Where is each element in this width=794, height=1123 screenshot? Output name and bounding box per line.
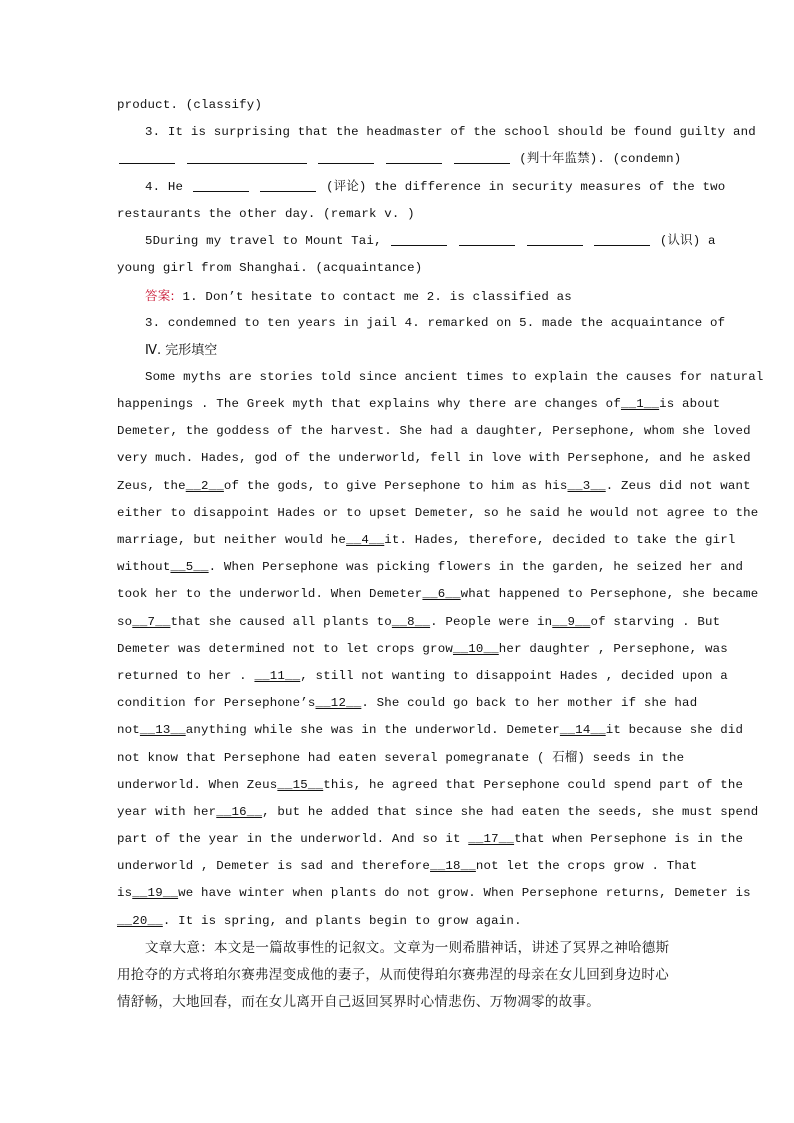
cloze-line bbox=[117, 581, 759, 608]
text: of the gods, to give Persephone to him as his bbox=[223, 478, 568, 493]
text: marriage, but neither would he bbox=[117, 533, 347, 547]
cloze-line bbox=[117, 799, 759, 826]
text: Demeter was determined not to let crops grow bbox=[117, 641, 453, 656]
text: 文章大意：本文是一篇故事性的记叙文。文章为一则希腊神话，讲述了冥界之神哈德斯 bbox=[145, 939, 670, 956]
exercise-item-5-line2 bbox=[117, 255, 677, 282]
text: 3. It is surprising that the headmaster of the school should be found guilty and bbox=[145, 125, 756, 140]
cloze-blank[interactable]: __20__ bbox=[117, 913, 163, 928]
text: not let the crops grow . That bbox=[475, 859, 698, 874]
answer-blank[interactable] bbox=[193, 177, 249, 192]
text: is about bbox=[659, 397, 721, 412]
cloze-blank[interactable]: __7__ bbox=[132, 614, 171, 629]
answer-blank[interactable] bbox=[454, 149, 510, 164]
text: took her to the underworld. When Demeter bbox=[117, 587, 423, 602]
text: . When Persephone was picking flowers in the garden, he seized her and bbox=[208, 560, 744, 575]
answer-blank[interactable] bbox=[594, 231, 650, 246]
answer-blank[interactable] bbox=[391, 231, 447, 246]
cloze-blank[interactable]: __14__ bbox=[559, 723, 606, 738]
text: underworld. When Zeus bbox=[117, 777, 278, 792]
cloze-blank[interactable]: __10__ bbox=[452, 641, 499, 656]
cloze-blank[interactable]: __18__ bbox=[430, 859, 476, 874]
cloze-line bbox=[117, 663, 728, 690]
text: . Zeus did not want bbox=[605, 478, 751, 493]
text: 用抢夺的方式将珀尔赛弗涅变成他的妻子，从而使得珀尔赛弗涅的母亲在女儿回到身边时心 bbox=[117, 966, 669, 983]
exercise-line bbox=[117, 92, 677, 119]
cloze-line bbox=[117, 391, 721, 418]
text: underworld , Demeter is sad and therefore bbox=[117, 859, 431, 874]
text: what happened to Persephone, she became bbox=[460, 587, 759, 602]
answer-label: 答案: bbox=[145, 288, 175, 304]
text: it. Hades, therefore, decided to take the girl bbox=[384, 533, 736, 547]
cloze-line bbox=[117, 880, 751, 907]
text: that when Persephone is in the bbox=[514, 832, 744, 847]
article-summary bbox=[117, 935, 677, 1016]
cloze-line bbox=[117, 826, 744, 853]
text: . It is spring, and plants begin to grow again. bbox=[162, 913, 522, 928]
exercise-item-4-line2 bbox=[117, 201, 677, 228]
text: . She could go back to her mother if she had bbox=[361, 696, 698, 711]
text: not bbox=[117, 723, 140, 738]
cloze-line bbox=[117, 473, 751, 500]
text: so bbox=[117, 614, 133, 629]
text: this, he agreed that Persephone could spend part of the bbox=[323, 777, 744, 792]
text: either to disappoint Hades or to upset Demeter, so he said he would not agree to the bbox=[117, 505, 759, 520]
cloze-blank[interactable]: __2__ bbox=[185, 478, 224, 493]
text: (判十年监禁). (condemn) bbox=[519, 152, 682, 167]
text: Zeus, the bbox=[117, 478, 186, 493]
summary-line bbox=[117, 935, 677, 962]
text: , still not wanting to disappoint Hades , decided upon a bbox=[300, 668, 728, 683]
exercise-item-3-blanks bbox=[117, 146, 682, 173]
cloze-line bbox=[117, 717, 744, 744]
answer-blank[interactable] bbox=[386, 149, 442, 164]
answer-blank[interactable] bbox=[459, 231, 515, 246]
text: (认识) a bbox=[659, 233, 716, 248]
cloze-blank[interactable]: __4__ bbox=[346, 533, 385, 547]
text: year with her bbox=[117, 804, 217, 819]
text: of starving . But bbox=[590, 614, 721, 629]
answer-blank[interactable] bbox=[119, 149, 175, 164]
cloze-blank[interactable]: __9__ bbox=[552, 614, 591, 629]
text: we have winter when plants do not grow. When Persephone returns, Demeter is bbox=[178, 886, 751, 901]
cloze-line bbox=[117, 690, 698, 717]
text: Some myths are stories told since ancient times to explain the causes for natural bbox=[145, 369, 764, 384]
answer-blank[interactable] bbox=[187, 149, 307, 164]
cloze-blank[interactable]: __3__ bbox=[567, 478, 606, 493]
text: Ⅳ. 完形填空 bbox=[145, 342, 218, 358]
cloze-line bbox=[117, 364, 764, 391]
answer-line-1 bbox=[117, 282, 677, 309]
cloze-line bbox=[117, 445, 751, 472]
text: anything while she was in the underworld. Demeter bbox=[185, 723, 560, 738]
text: that she caused all plants to bbox=[170, 614, 392, 629]
summary-line bbox=[117, 962, 677, 989]
cloze-line bbox=[117, 527, 736, 554]
text: 5During my travel to Mount Tai, bbox=[145, 233, 382, 248]
cloze-line bbox=[117, 554, 744, 581]
cloze-blank[interactable]: __12__ bbox=[315, 696, 362, 711]
text: not know that Persephone had eaten several pomegranate ( 石榴) seeds in the bbox=[117, 750, 685, 765]
document-page bbox=[117, 92, 764, 1016]
exercise-item-3 bbox=[117, 119, 756, 146]
cloze-blank[interactable]: __13__ bbox=[139, 723, 186, 738]
cloze-blank[interactable]: __6__ bbox=[422, 587, 461, 602]
cloze-passage bbox=[117, 364, 764, 935]
text: it because she did bbox=[605, 723, 744, 738]
cloze-blank[interactable]: __8__ bbox=[391, 614, 431, 629]
cloze-line bbox=[117, 745, 685, 772]
text: is bbox=[117, 886, 133, 901]
cloze-line bbox=[117, 772, 744, 799]
cloze-line bbox=[117, 500, 759, 527]
text: young girl from Shanghai. (acquaintance) bbox=[117, 261, 423, 276]
cloze-blank[interactable]: __19__ bbox=[132, 886, 179, 901]
text: part of the year in the underworld. And so it bbox=[117, 832, 469, 847]
text: happenings . The Greek myth that explains why there are changes of bbox=[117, 397, 621, 412]
section-heading bbox=[117, 337, 677, 364]
answer-blank[interactable] bbox=[260, 177, 316, 192]
text: , but he added that since she had eaten the seeds, she must spend bbox=[262, 804, 759, 819]
text: restaurants the other day. (remark v. ) bbox=[117, 206, 415, 221]
text: 4. He bbox=[145, 179, 184, 194]
answer-blank[interactable] bbox=[318, 149, 374, 164]
text: 1. Don’t hesitate to contact me 2. is classified as bbox=[182, 290, 572, 305]
cloze-line bbox=[117, 908, 677, 935]
cloze-blank[interactable]: __1__ bbox=[620, 397, 660, 412]
answer-blank[interactable] bbox=[527, 231, 583, 246]
cloze-blank[interactable]: __17__ bbox=[468, 832, 515, 847]
text: very much. Hades, god of the underworld, fell in love with Persephone, and he asked bbox=[117, 451, 751, 466]
exercise-item-4 bbox=[117, 174, 726, 201]
text: (评论) the difference in security measures of the two bbox=[326, 179, 726, 194]
cloze-line bbox=[117, 853, 698, 880]
text: 情舒畅，大地回春，而在女儿离开自己返回冥界时心情悲伤、万物凋零的故事。 bbox=[117, 993, 600, 1010]
text: product. (classify) bbox=[117, 98, 263, 112]
text: condition for Persephone’s bbox=[117, 696, 316, 711]
text: without bbox=[117, 560, 171, 575]
cloze-line bbox=[117, 418, 751, 445]
text: her daughter , Persephone, was bbox=[498, 641, 728, 656]
text: Demeter, the goddess of the harvest. She had a daughter, Persephone, whom she loved bbox=[117, 424, 751, 439]
cloze-blank[interactable]: __15__ bbox=[277, 777, 324, 792]
cloze-blank[interactable]: __5__ bbox=[170, 560, 209, 575]
cloze-blank[interactable]: __16__ bbox=[216, 804, 263, 819]
exercise-item-5 bbox=[117, 228, 716, 255]
answer-line-2 bbox=[117, 310, 726, 337]
cloze-line bbox=[117, 609, 721, 636]
cloze-blank[interactable]: __11__ bbox=[254, 668, 301, 683]
summary-line bbox=[117, 989, 677, 1016]
text: . People were in bbox=[430, 614, 553, 629]
text: 3. condemned to ten years in jail 4. remarked on 5. made the acquaintance of bbox=[145, 315, 726, 330]
cloze-line bbox=[117, 636, 728, 663]
text: returned to her . bbox=[117, 668, 255, 683]
